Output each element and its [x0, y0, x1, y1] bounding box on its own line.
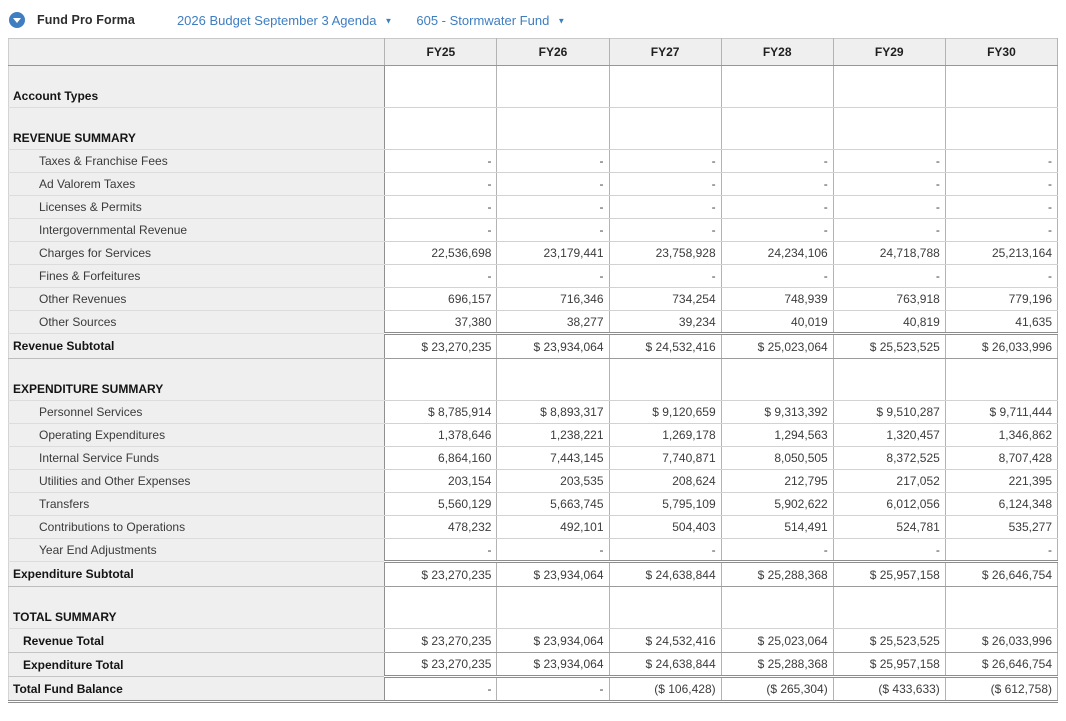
cell-spacer-fy29 — [833, 108, 945, 127]
cell-charges-for-services-fy29: 24,718,788 — [833, 242, 945, 265]
cell-spacer-fy27 — [609, 587, 721, 606]
cell-spacer-fy25 — [385, 66, 497, 85]
cell-ad-valorem-taxes-fy29: - — [833, 173, 945, 196]
toolbar — [0, 0, 1066, 38]
cell-ad-valorem-taxes-fy30: - — [945, 173, 1057, 196]
table-row-total-fund-balance — [9, 677, 1058, 702]
cell-total-fund-balance-fy26: - — [497, 677, 609, 702]
cell-revenue-summary-fy25 — [385, 127, 497, 150]
row-label-expenditure-total: Expenditure Total — [9, 653, 385, 677]
cell-other-revenues-fy30: 779,196 — [945, 288, 1057, 311]
cell-intergovernmental-revenue-fy28: - — [721, 219, 833, 242]
table-row-personnel-services — [9, 401, 1058, 424]
table-header — [9, 39, 1058, 66]
row-spacer-label — [9, 66, 385, 85]
table-row-contributions-to-operations — [9, 516, 1058, 539]
cell-total-fund-balance-fy28: ($ 265,304) — [721, 677, 833, 702]
row-label-revenue-total: Revenue Total — [9, 629, 385, 653]
cell-licenses-permits-fy29: - — [833, 196, 945, 219]
table-row-intergovernmental-revenue — [9, 219, 1058, 242]
cell-internal-service-funds-fy25: 6,864,160 — [385, 447, 497, 470]
cell-other-sources-fy25: 37,380 — [385, 311, 497, 334]
row-label-account-types: Account Types — [9, 85, 385, 108]
row-label-internal-service-funds: Internal Service Funds — [9, 447, 385, 470]
cell-spacer-fy25 — [385, 359, 497, 378]
cell-charges-for-services-fy28: 24,234,106 — [721, 242, 833, 265]
cell-internal-service-funds-fy28: 8,050,505 — [721, 447, 833, 470]
cell-expenditure-summary-fy30 — [945, 378, 1057, 401]
cell-ad-valorem-taxes-fy27: - — [609, 173, 721, 196]
cell-contributions-to-operations-fy25: 478,232 — [385, 516, 497, 539]
table-row-account-types — [9, 85, 1058, 108]
cell-fines-forfeitures-fy27: - — [609, 265, 721, 288]
cell-transfers-fy28: 5,902,622 — [721, 493, 833, 516]
page-title: Fund Pro Forma — [37, 13, 135, 27]
cell-spacer-fy29 — [833, 66, 945, 85]
cell-personnel-services-fy28: $ 9,313,392 — [721, 401, 833, 424]
cell-spacer-fy30 — [945, 587, 1057, 606]
column-header-fy29: FY29 — [833, 39, 945, 66]
cell-internal-service-funds-fy26: 7,443,145 — [497, 447, 609, 470]
chevron-down-icon: ▼ — [557, 16, 566, 25]
cell-ad-valorem-taxes-fy28: - — [721, 173, 833, 196]
table-row-transfers — [9, 493, 1058, 516]
cell-other-revenues-fy28: 748,939 — [721, 288, 833, 311]
cell-spacer-fy27 — [609, 359, 721, 378]
cell-account-types-fy25 — [385, 85, 497, 108]
cell-spacer-fy29 — [833, 587, 945, 606]
cell-taxes-franchise-fees-fy30: - — [945, 150, 1057, 173]
cell-expenditure-summary-fy28 — [721, 378, 833, 401]
row-label-utilities-and-other-expenses: Utilities and Other Expenses — [9, 470, 385, 493]
cell-taxes-franchise-fees-fy27: - — [609, 150, 721, 173]
cell-contributions-to-operations-fy27: 504,403 — [609, 516, 721, 539]
cell-operating-expenditures-fy26: 1,238,221 — [497, 424, 609, 447]
cell-utilities-and-other-expenses-fy30: 221,395 — [945, 470, 1057, 493]
cell-fines-forfeitures-fy30: - — [945, 265, 1057, 288]
cell-other-revenues-fy26: 716,346 — [497, 288, 609, 311]
cell-expenditure-subtotal-fy25: $ 23,270,235 — [385, 562, 497, 587]
cell-ad-valorem-taxes-fy26: - — [497, 173, 609, 196]
cell-operating-expenditures-fy30: 1,346,862 — [945, 424, 1057, 447]
column-header-accounts — [9, 39, 385, 66]
cell-taxes-franchise-fees-fy26: - — [497, 150, 609, 173]
cell-expenditure-total-fy29: $ 25,957,158 — [833, 653, 945, 677]
cell-fines-forfeitures-fy28: - — [721, 265, 833, 288]
budget-dropdown-label: 2026 Budget September 3 Agenda — [176, 12, 377, 28]
cell-licenses-permits-fy30: - — [945, 196, 1057, 219]
cell-transfers-fy27: 5,795,109 — [609, 493, 721, 516]
table-row-year-end-adjustments — [9, 539, 1058, 562]
column-header-fy26: FY26 — [497, 39, 609, 66]
row-label-contributions-to-operations: Contributions to Operations — [9, 516, 385, 539]
row-label-year-end-adjustments: Year End Adjustments — [9, 539, 385, 562]
cell-revenue-subtotal-fy30: $ 26,033,996 — [945, 334, 1057, 359]
table-row-other-revenues — [9, 288, 1058, 311]
cell-other-revenues-fy29: 763,918 — [833, 288, 945, 311]
cell-spacer-fy30 — [945, 108, 1057, 127]
cell-internal-service-funds-fy27: 7,740,871 — [609, 447, 721, 470]
table-row-internal-service-funds — [9, 447, 1058, 470]
column-header-fy30: FY30 — [945, 39, 1057, 66]
table-row-fines-forfeitures — [9, 265, 1058, 288]
row-label-total-fund-balance: Total Fund Balance — [9, 677, 385, 702]
cell-year-end-adjustments-fy27: - — [609, 539, 721, 562]
row-label-personnel-services: Personnel Services — [9, 401, 385, 424]
table-row-utilities-and-other-expenses — [9, 470, 1058, 493]
cell-fines-forfeitures-fy25: - — [385, 265, 497, 288]
table-row-expenditure-summary — [9, 378, 1058, 401]
column-header-fy25: FY25 — [385, 39, 497, 66]
cell-charges-for-services-fy26: 23,179,441 — [497, 242, 609, 265]
cell-total-fund-balance-fy30: ($ 612,758) — [945, 677, 1057, 702]
cell-account-types-fy29 — [833, 85, 945, 108]
cell-licenses-permits-fy25: - — [385, 196, 497, 219]
cell-other-sources-fy28: 40,019 — [721, 311, 833, 334]
cell-utilities-and-other-expenses-fy27: 208,624 — [609, 470, 721, 493]
cell-total-fund-balance-fy27: ($ 106,428) — [609, 677, 721, 702]
chevron-down-icon: ▼ — [384, 16, 393, 25]
cell-spacer-fy26 — [497, 66, 609, 85]
cell-operating-expenditures-fy28: 1,294,563 — [721, 424, 833, 447]
cell-contributions-to-operations-fy28: 514,491 — [721, 516, 833, 539]
cell-other-revenues-fy25: 696,157 — [385, 288, 497, 311]
table-row-operating-expenditures — [9, 424, 1058, 447]
cell-revenue-summary-fy28 — [721, 127, 833, 150]
table-body — [9, 66, 1058, 702]
cell-personnel-services-fy27: $ 9,120,659 — [609, 401, 721, 424]
cell-revenue-total-fy27: $ 24,532,416 — [609, 629, 721, 653]
cell-expenditure-total-fy26: $ 23,934,064 — [497, 653, 609, 677]
cell-contributions-to-operations-fy26: 492,101 — [497, 516, 609, 539]
row-label-taxes-franchise-fees: Taxes & Franchise Fees — [9, 150, 385, 173]
cell-intergovernmental-revenue-fy27: - — [609, 219, 721, 242]
cell-total-summary-fy29 — [833, 606, 945, 629]
row-label-other-sources: Other Sources — [9, 311, 385, 334]
row-spacer-label — [9, 359, 385, 378]
column-header-fy28: FY28 — [721, 39, 833, 66]
cell-spacer-fy30 — [945, 66, 1057, 85]
cell-expenditure-summary-fy25 — [385, 378, 497, 401]
cell-transfers-fy25: 5,560,129 — [385, 493, 497, 516]
cell-revenue-subtotal-fy26: $ 23,934,064 — [497, 334, 609, 359]
cell-spacer-fy25 — [385, 108, 497, 127]
cell-personnel-services-fy30: $ 9,711,444 — [945, 401, 1057, 424]
cell-total-summary-fy28 — [721, 606, 833, 629]
table-row-revenue-subtotal — [9, 334, 1058, 359]
table-row-ad-valorem-taxes — [9, 173, 1058, 196]
cell-other-sources-fy30: 41,635 — [945, 311, 1057, 334]
table-row-taxes-franchise-fees — [9, 150, 1058, 173]
table-row-revenue-summary — [9, 127, 1058, 150]
cell-expenditure-subtotal-fy30: $ 26,646,754 — [945, 562, 1057, 587]
row-label-ad-valorem-taxes: Ad Valorem Taxes — [9, 173, 385, 196]
cell-charges-for-services-fy30: 25,213,164 — [945, 242, 1057, 265]
cell-expenditure-summary-fy29 — [833, 378, 945, 401]
cell-charges-for-services-fy25: 22,536,698 — [385, 242, 497, 265]
cell-revenue-subtotal-fy29: $ 25,523,525 — [833, 334, 945, 359]
cell-revenue-total-fy26: $ 23,934,064 — [497, 629, 609, 653]
cell-intergovernmental-revenue-fy29: - — [833, 219, 945, 242]
cell-account-types-fy27 — [609, 85, 721, 108]
row-label-expenditure-summary: EXPENDITURE SUMMARY — [9, 378, 385, 401]
cell-fines-forfeitures-fy26: - — [497, 265, 609, 288]
cell-expenditure-total-fy28: $ 25,288,368 — [721, 653, 833, 677]
cell-taxes-franchise-fees-fy28: - — [721, 150, 833, 173]
cell-total-fund-balance-fy29: ($ 433,633) — [833, 677, 945, 702]
row-spacer-label — [9, 587, 385, 606]
table-row-expenditure-total — [9, 653, 1058, 677]
cell-expenditure-total-fy27: $ 24,638,844 — [609, 653, 721, 677]
table-row-expenditure-subtotal — [9, 562, 1058, 587]
cell-intergovernmental-revenue-fy25: - — [385, 219, 497, 242]
cell-contributions-to-operations-fy29: 524,781 — [833, 516, 945, 539]
cell-revenue-subtotal-fy25: $ 23,270,235 — [385, 334, 497, 359]
row-label-charges-for-services: Charges for Services — [9, 242, 385, 265]
cell-revenue-summary-fy26 — [497, 127, 609, 150]
cell-contributions-to-operations-fy30: 535,277 — [945, 516, 1057, 539]
cell-expenditure-total-fy25: $ 23,270,235 — [385, 653, 497, 677]
table-row-licenses-permits — [9, 196, 1058, 219]
cell-internal-service-funds-fy29: 8,372,525 — [833, 447, 945, 470]
cell-expenditure-summary-fy27 — [609, 378, 721, 401]
row-label-transfers: Transfers — [9, 493, 385, 516]
cell-spacer-fy28 — [721, 66, 833, 85]
fund-dropdown-label: 605 - Stormwater Fund — [416, 12, 550, 28]
fund-dropdown[interactable] — [416, 13, 565, 28]
cell-revenue-total-fy28: $ 25,023,064 — [721, 629, 833, 653]
table-row-spacer — [9, 587, 1058, 606]
cell-other-revenues-fy27: 734,254 — [609, 288, 721, 311]
row-label-total-summary: TOTAL SUMMARY — [9, 606, 385, 629]
cell-other-sources-fy29: 40,819 — [833, 311, 945, 334]
pro-forma-table — [8, 38, 1058, 703]
cell-year-end-adjustments-fy29: - — [833, 539, 945, 562]
cell-expenditure-subtotal-fy28: $ 25,288,368 — [721, 562, 833, 587]
cell-licenses-permits-fy27: - — [609, 196, 721, 219]
cell-spacer-fy28 — [721, 359, 833, 378]
down-arrow-icon — [13, 18, 21, 23]
cell-operating-expenditures-fy25: 1,378,646 — [385, 424, 497, 447]
cell-account-types-fy26 — [497, 85, 609, 108]
cell-revenue-subtotal-fy28: $ 25,023,064 — [721, 334, 833, 359]
row-label-expenditure-subtotal: Expenditure Subtotal — [9, 562, 385, 587]
cell-year-end-adjustments-fy26: - — [497, 539, 609, 562]
cell-year-end-adjustments-fy25: - — [385, 539, 497, 562]
column-header-row — [9, 39, 1058, 66]
cell-spacer-fy28 — [721, 108, 833, 127]
cell-internal-service-funds-fy30: 8,707,428 — [945, 447, 1057, 470]
cell-revenue-total-fy29: $ 25,523,525 — [833, 629, 945, 653]
cell-spacer-fy26 — [497, 108, 609, 127]
budget-dropdown[interactable] — [177, 13, 392, 28]
cell-taxes-franchise-fees-fy25: - — [385, 150, 497, 173]
cell-utilities-and-other-expenses-fy28: 212,795 — [721, 470, 833, 493]
column-header-fy27: FY27 — [609, 39, 721, 66]
cell-year-end-adjustments-fy30: - — [945, 539, 1057, 562]
cell-account-types-fy28 — [721, 85, 833, 108]
cell-year-end-adjustments-fy28: - — [721, 539, 833, 562]
cell-personnel-services-fy26: $ 8,893,317 — [497, 401, 609, 424]
cell-revenue-summary-fy27 — [609, 127, 721, 150]
cell-intergovernmental-revenue-fy26: - — [497, 219, 609, 242]
row-label-other-revenues: Other Revenues — [9, 288, 385, 311]
cell-expenditure-subtotal-fy27: $ 24,638,844 — [609, 562, 721, 587]
cell-total-summary-fy25 — [385, 606, 497, 629]
table-row-spacer — [9, 108, 1058, 127]
table-row-spacer — [9, 66, 1058, 85]
cell-licenses-permits-fy26: - — [497, 196, 609, 219]
cell-revenue-summary-fy29 — [833, 127, 945, 150]
cell-utilities-and-other-expenses-fy25: 203,154 — [385, 470, 497, 493]
cell-taxes-franchise-fees-fy29: - — [833, 150, 945, 173]
table-row-other-sources — [9, 311, 1058, 334]
row-label-revenue-summary: REVENUE SUMMARY — [9, 127, 385, 150]
row-label-licenses-permits: Licenses & Permits — [9, 196, 385, 219]
cell-spacer-fy30 — [945, 359, 1057, 378]
cell-expenditure-total-fy30: $ 26,646,754 — [945, 653, 1057, 677]
cell-transfers-fy29: 6,012,056 — [833, 493, 945, 516]
cell-intergovernmental-revenue-fy30: - — [945, 219, 1057, 242]
table-row-revenue-total — [9, 629, 1058, 653]
cell-total-fund-balance-fy25: - — [385, 677, 497, 702]
cell-expenditure-subtotal-fy26: $ 23,934,064 — [497, 562, 609, 587]
collapse-toggle-icon[interactable] — [9, 12, 25, 28]
cell-total-summary-fy27 — [609, 606, 721, 629]
row-label-revenue-subtotal: Revenue Subtotal — [9, 334, 385, 359]
table-row-charges-for-services — [9, 242, 1058, 265]
cell-spacer-fy26 — [497, 359, 609, 378]
cell-personnel-services-fy25: $ 8,785,914 — [385, 401, 497, 424]
cell-transfers-fy26: 5,663,745 — [497, 493, 609, 516]
cell-spacer-fy26 — [497, 587, 609, 606]
cell-fines-forfeitures-fy29: - — [833, 265, 945, 288]
cell-utilities-and-other-expenses-fy29: 217,052 — [833, 470, 945, 493]
cell-expenditure-subtotal-fy29: $ 25,957,158 — [833, 562, 945, 587]
table-row-spacer — [9, 359, 1058, 378]
cell-utilities-and-other-expenses-fy26: 203,535 — [497, 470, 609, 493]
cell-revenue-total-fy25: $ 23,270,235 — [385, 629, 497, 653]
cell-operating-expenditures-fy29: 1,320,457 — [833, 424, 945, 447]
cell-revenue-subtotal-fy27: $ 24,532,416 — [609, 334, 721, 359]
cell-other-sources-fy27: 39,234 — [609, 311, 721, 334]
cell-total-summary-fy30 — [945, 606, 1057, 629]
cell-transfers-fy30: 6,124,348 — [945, 493, 1057, 516]
cell-account-types-fy30 — [945, 85, 1057, 108]
cell-other-sources-fy26: 38,277 — [497, 311, 609, 334]
cell-ad-valorem-taxes-fy25: - — [385, 173, 497, 196]
row-label-fines-forfeitures: Fines & Forfeitures — [9, 265, 385, 288]
cell-spacer-fy27 — [609, 66, 721, 85]
cell-spacer-fy27 — [609, 108, 721, 127]
cell-expenditure-summary-fy26 — [497, 378, 609, 401]
row-label-intergovernmental-revenue: Intergovernmental Revenue — [9, 219, 385, 242]
row-spacer-label — [9, 108, 385, 127]
cell-licenses-permits-fy28: - — [721, 196, 833, 219]
table-row-total-summary — [9, 606, 1058, 629]
cell-personnel-services-fy29: $ 9,510,287 — [833, 401, 945, 424]
cell-spacer-fy25 — [385, 587, 497, 606]
cell-revenue-summary-fy30 — [945, 127, 1057, 150]
cell-spacer-fy28 — [721, 587, 833, 606]
row-label-operating-expenditures: Operating Expenditures — [9, 424, 385, 447]
cell-charges-for-services-fy27: 23,758,928 — [609, 242, 721, 265]
cell-operating-expenditures-fy27: 1,269,178 — [609, 424, 721, 447]
cell-spacer-fy29 — [833, 359, 945, 378]
cell-revenue-total-fy30: $ 26,033,996 — [945, 629, 1057, 653]
cell-total-summary-fy26 — [497, 606, 609, 629]
